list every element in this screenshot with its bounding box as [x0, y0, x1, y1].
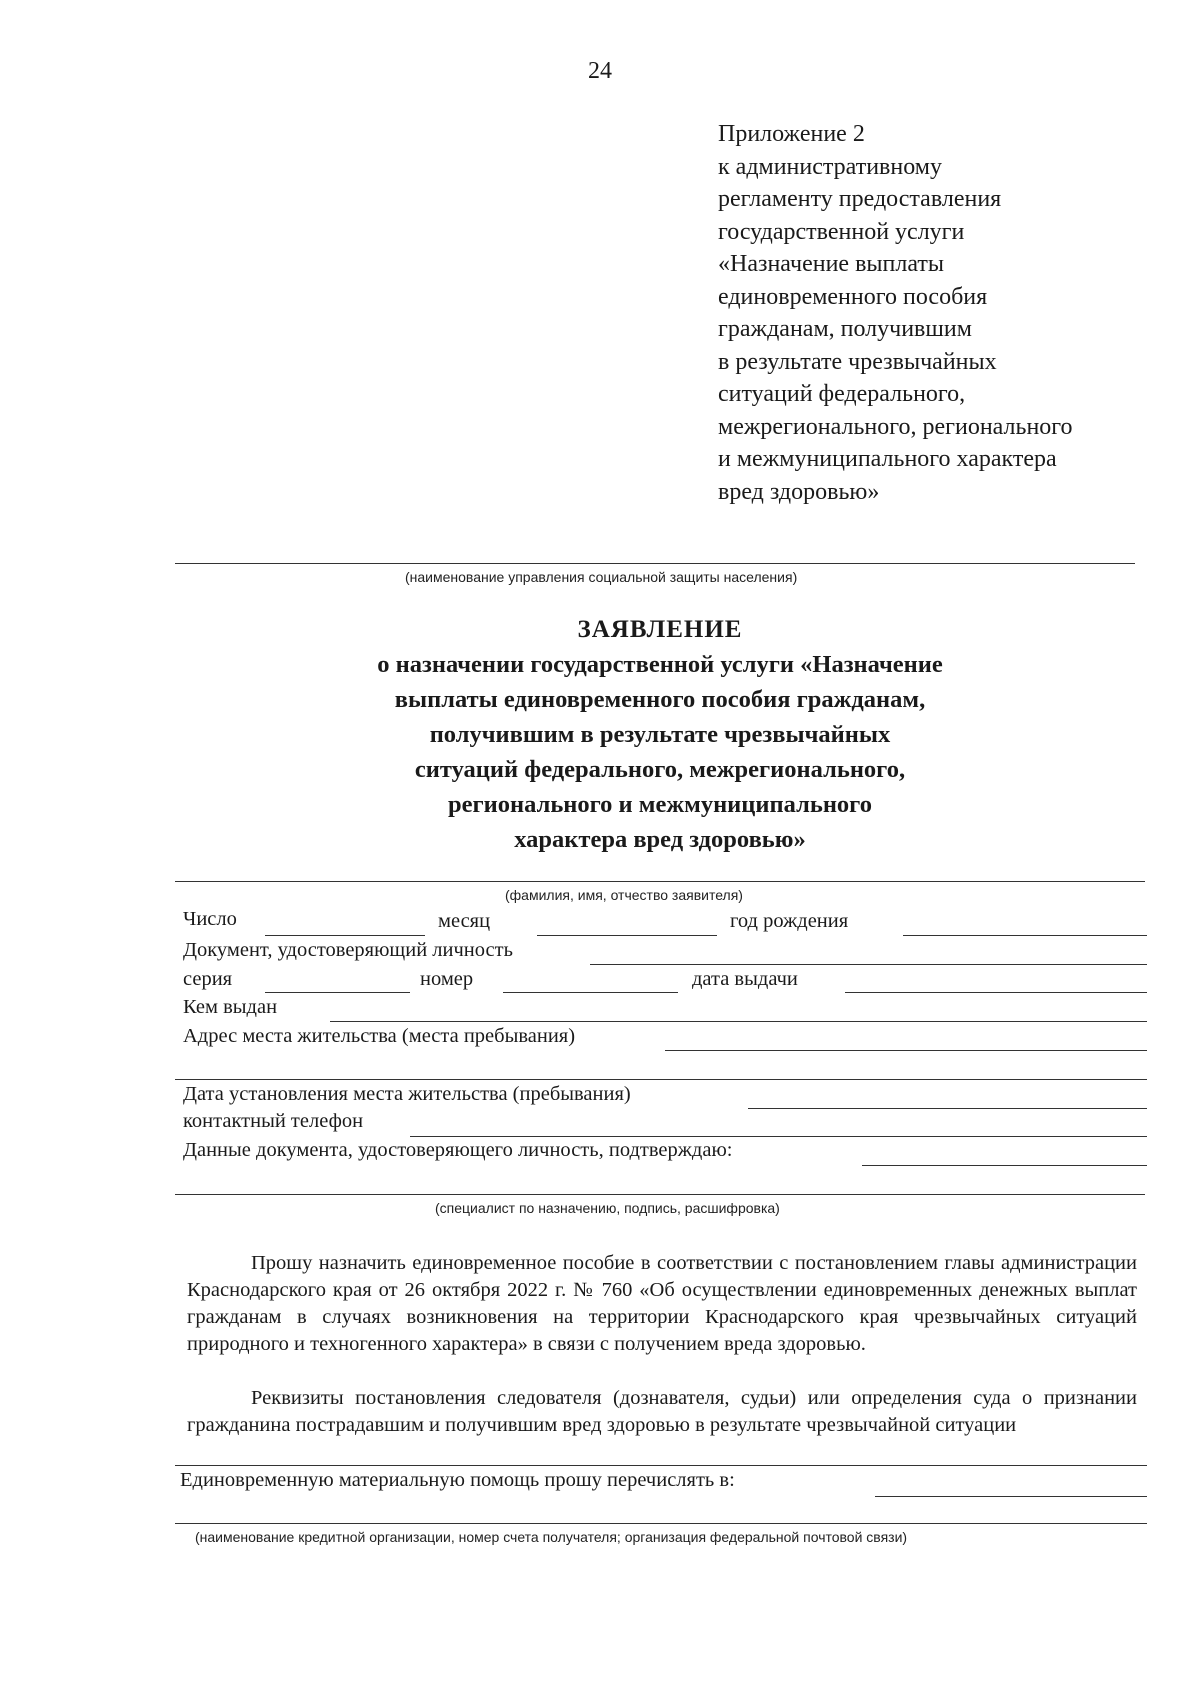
- title-main: ЗАЯВЛЕНИЕ: [577, 616, 743, 643]
- appendix-line: ситуаций федерального,: [718, 381, 966, 407]
- appendix-line: регламенту предоставления: [718, 186, 1002, 212]
- address-field-continued[interactable]: [175, 1079, 1147, 1080]
- appendix-line: государственной услуги: [718, 218, 965, 245]
- request-paragraph: Прошу назначить единовременное пособие в соответствии с постановлением главы администрации Краснодарского края от 26 октября 2022 г. № 760 «Об осуществлении единовременных денежных выплат гражданам в случаях возникновения на территории Краснодарского края чрезвычайных ситуаций природного и техногенного характера» в связи с получением вреда здоровью.: [187, 1252, 1137, 1355]
- department-line[interactable]: [175, 563, 1135, 564]
- address-label: Адрес места жительства (места пребывания): [183, 1025, 576, 1047]
- series-field[interactable]: [265, 992, 410, 993]
- birth-year-label: год рождения: [730, 910, 849, 932]
- residence-date-label: Дата установления места жительства (пребывания): [183, 1083, 631, 1105]
- details-paragraph: Реквизиты постановления следователя (дознавателя, судьи) или определения суда о признании гражданина пострадавшим и получившим вред здоровью в результате чрезвычайной ситуации: [187, 1387, 1137, 1436]
- phone-field[interactable]: [410, 1136, 1147, 1137]
- residence-date-field[interactable]: [748, 1108, 1147, 1109]
- title-line: получившим в результате чрезвычайных: [429, 721, 891, 748]
- confirm-label: Данные документа, удостоверяющего личность, подтверждаю:: [183, 1139, 733, 1161]
- page-number: 24: [588, 58, 612, 84]
- applicant-name-line[interactable]: [175, 881, 1145, 882]
- number-label: номер: [420, 968, 474, 990]
- series-label: серия: [183, 968, 233, 990]
- appendix-line: к административному: [718, 153, 942, 180]
- appendix-line: и межмуниципального характера: [718, 446, 1057, 472]
- day-field[interactable]: [265, 935, 425, 936]
- transfer-label: Единовременную материальную помощь прошу перечислять в:: [180, 1469, 735, 1491]
- day-label: Число: [183, 908, 237, 930]
- appendix-line: единовременного пособия: [718, 283, 988, 310]
- month-field[interactable]: [537, 935, 717, 936]
- title-line: характера вред здоровью»: [514, 826, 806, 853]
- department-caption: (наименование управления социальной защиты населения): [405, 569, 798, 585]
- issued-by-field[interactable]: [330, 1021, 1147, 1022]
- transfer-field[interactable]: [875, 1496, 1147, 1497]
- address-field[interactable]: [665, 1050, 1147, 1051]
- title-line: регионального и межмуниципального: [448, 791, 872, 818]
- appendix-header: [718, 118, 1158, 508]
- title-line: о назначении государственной услуги «Назначение: [377, 651, 943, 678]
- phone-label: контактный телефон: [183, 1110, 364, 1132]
- issued-by-label: Кем выдан: [183, 996, 278, 1018]
- appendix-line: межрегионального, регионального: [718, 413, 1073, 440]
- appendix-line: Приложение 2: [718, 121, 865, 147]
- id-document-label: Документ, удостоверяющий личность: [183, 939, 513, 961]
- appendix-line: «Назначение выплаты: [718, 251, 944, 277]
- bank-caption: (наименование кредитной организации, номер счета получателя; организация федеральной почтовой связи): [195, 1529, 908, 1545]
- specialist-caption: (специалист по назначению, подпись, расшифровка): [435, 1200, 780, 1216]
- title-line: ситуаций федерального, межрегионального,: [414, 756, 906, 783]
- month-label: месяц: [438, 910, 491, 932]
- appendix-line: вред здоровью»: [718, 478, 880, 505]
- appendix-line: в результате чрезвычайных: [718, 348, 997, 375]
- id-document-field[interactable]: [590, 964, 1147, 965]
- specialist-signature-line[interactable]: [175, 1194, 1145, 1195]
- issue-date-field[interactable]: [845, 992, 1147, 993]
- confirm-field[interactable]: [862, 1165, 1147, 1166]
- details-field[interactable]: [175, 1465, 1147, 1466]
- applicant-caption: (фамилия, имя, отчество заявителя): [505, 887, 743, 903]
- number-field[interactable]: [503, 992, 678, 993]
- birth-year-field[interactable]: [903, 935, 1147, 936]
- appendix-line: гражданам, получившим: [718, 316, 972, 342]
- bank-details-line[interactable]: [175, 1523, 1147, 1524]
- title-line: выплаты единовременного пособия гражданам,: [394, 686, 926, 713]
- document-title: [170, 612, 1150, 857]
- issue-date-label: дата выдачи: [692, 968, 798, 990]
